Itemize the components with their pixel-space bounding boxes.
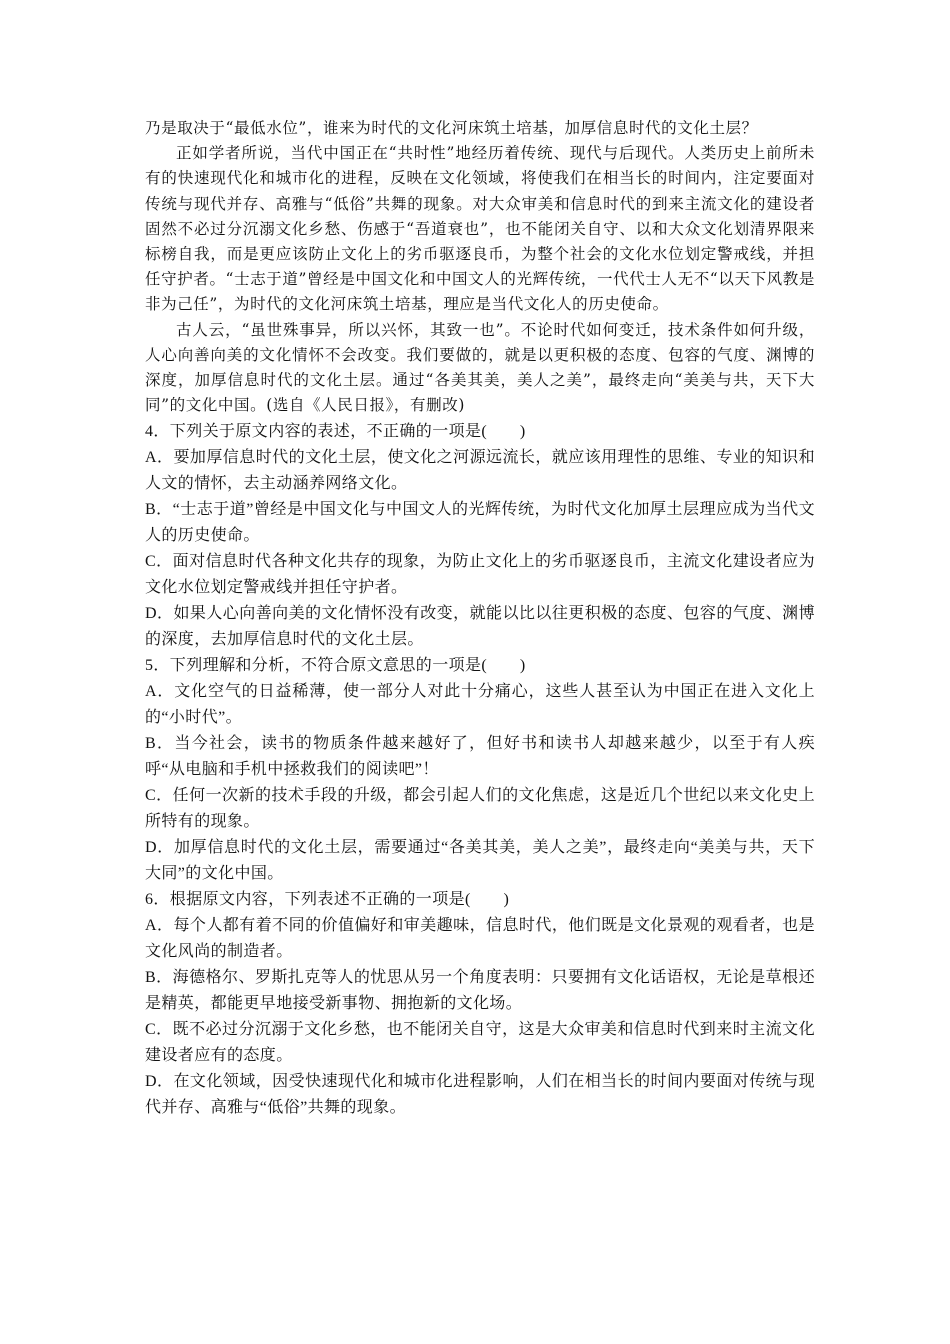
reading-passage <box>145 116 815 418</box>
option-c: C．任何一次新的技术手段的升级，都会引起人们的文化焦虑，这是近几个世纪以来文化史上所特有的现象。 <box>145 787 815 831</box>
option-c: C．面对信息时代各种文化共存的现象，为防止文化上的劣币驱逐良币，主流文化建设者应为文化水位划定警戒线并担任守护者。 <box>145 553 815 597</box>
option-a: A．每个人都有着不同的价值偏好和审美趣味，信息时代，他们既是文化景观的观看者，也是文化风尚的制造者。 <box>145 917 815 961</box>
option-b: B．当今社会，读书的物质条件越来越好了，但好书和读书人却越来越少，以至于有人疾呼“从电脑和手机中拯救我们的阅读吧”！ <box>145 735 815 779</box>
question-6 <box>145 887 815 1121</box>
option-c: C．既不必过分沉溺于文化乡愁，也不能闭关自守，这是大众审美和信息时代到来时主流文化建设者应有的态度。 <box>145 1021 815 1065</box>
option-a: A．文化空气的日益稀薄，使一部分人对此十分痛心，这些人甚至认为中国正在进入文化上的“小时代”。 <box>145 683 815 727</box>
passage-paragraph: 古人云，“虽世殊事异，所以兴怀，其致一也”。不论时代如何变迁，技术条件如何升级，人心向善向美的文化情怀不会改变。我们要做的，就是以更积极的态度、包容的气度、渊博的深度，加厚信息时代的文化土层。通过“各美其美，美人之美”，最终走向“美美与共，天下大同”的文化中国。(选自《人民日报》，有删改) <box>145 320 815 415</box>
option-b: B．海德格尔、罗斯扎克等人的忧思从另一个角度表明：只要拥有文化话语权，无论是草根还是精英，都能更早地接受新事物、拥抱新的文化场。 <box>145 969 815 1013</box>
document-page <box>145 116 815 1121</box>
passage-paragraph: 乃是取决于“最低水位”，谁来为时代的文化河床筑土培基，加厚信息时代的文化土层？ <box>145 119 758 137</box>
question-stem: 4．下列关于原文内容的表述，不正确的一项是( ) <box>145 423 526 441</box>
option-d: D．在文化领域，因受快速现代化和城市化进程影响，人们在相当长的时间内要面对传统与现代并存、高雅与“低俗”共舞的现象。 <box>145 1073 815 1117</box>
option-a: A．要加厚信息时代的文化土层，使文化之河源远流长，就应该用理性的思维、专业的知识和人文的情怀，去主动涵养网络文化。 <box>145 449 815 493</box>
question-stem: 5．下列理解和分析，不符合原文意思的一项是( ) <box>145 657 526 675</box>
question-4 <box>145 419 815 653</box>
option-d: D．加厚信息时代的文化土层，需要通过“各美其美，美人之美”，最终走向“美美与共，天下大同”的文化中国。 <box>145 839 815 883</box>
option-b: B．“士志于道”曾经是中国文化与中国文人的光辉传统，为时代文化加厚土层理应成为当代文人的历史使命。 <box>145 501 815 545</box>
question-5 <box>145 653 815 887</box>
passage-paragraph: 正如学者所说，当代中国正在“共时性”地经历着传统、现代与后现代。人类历史上前所未有的快速现代化和城市化的进程，反映在文化领域，将使我们在相当长的时间内，注定要面对传统与现代并存、高雅与“低俗”共舞的现象。对大众审美和信息时代的到来主流文化的建设者固然不必过分沉溺文化乡愁、伤感于“吾道衰也”，也不能闭关自守、以和大众文化划清界限来标榜自我，而是更应该防止文化上的劣币驱逐良币，为整个社会的文化水位划定警戒线，并担任守护者。“士志于道”曾经是中国文化和中国文人的光辉传统，一代代士人无不“以天下风教是非为己任”，为时代的文化河床筑土培基，理应是当代文化人的历史使命。 <box>145 144 815 314</box>
option-d: D．如果人心向善向美的文化情怀没有改变，就能以比以往更积极的态度、包容的气度、渊博的深度，去加厚信息时代的文化土层。 <box>145 605 815 649</box>
question-list <box>145 419 815 1121</box>
question-stem: 6．根据原文内容，下列表述不正确的一项是( ) <box>145 891 510 909</box>
